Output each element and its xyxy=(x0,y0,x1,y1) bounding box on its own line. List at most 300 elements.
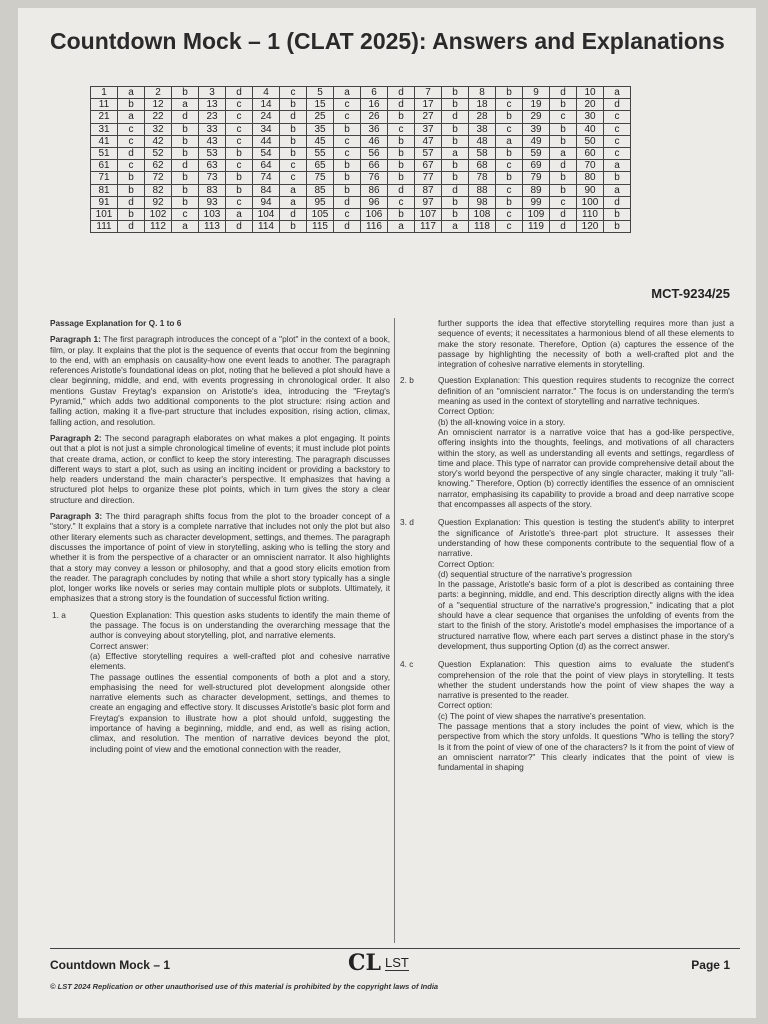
question-number-cell: 43 xyxy=(199,135,226,147)
question-number-cell: 44 xyxy=(253,135,280,147)
answer-letter-cell: d xyxy=(334,221,361,233)
answer-letter-cell: c xyxy=(550,196,577,208)
answer-letter-cell: b xyxy=(226,147,253,159)
brand-logo xyxy=(348,950,409,976)
answer-letter-cell: b xyxy=(496,147,523,159)
answer-letter-cell: b xyxy=(442,99,469,111)
paragraph-label: Paragraph 3: xyxy=(50,511,103,522)
question-number-cell: 80 xyxy=(577,172,604,184)
answer-letter-cell: d xyxy=(550,87,577,99)
question-number-cell: 92 xyxy=(145,196,172,208)
question-number-cell: 47 xyxy=(415,135,442,147)
question-number-cell: 66 xyxy=(361,160,388,172)
answer-letter-cell: c xyxy=(280,172,307,184)
answer-letter-cell: b xyxy=(604,221,631,233)
question-number-cell: 117 xyxy=(415,221,442,233)
answer-letter-cell: c xyxy=(388,123,415,135)
question-number-cell: 119 xyxy=(523,221,550,233)
question-number-cell: 72 xyxy=(145,172,172,184)
question-number-cell: 22 xyxy=(145,111,172,123)
answer-letter-cell: c xyxy=(604,135,631,147)
question-number-cell: 115 xyxy=(307,221,334,233)
answer-letter-cell: a xyxy=(334,87,361,99)
question-1 xyxy=(50,610,390,754)
answer-letter-cell: c xyxy=(604,123,631,135)
answer-letter-cell: b xyxy=(388,135,415,147)
answer-letter-cell: b xyxy=(496,172,523,184)
question-number: 1. a xyxy=(52,609,66,620)
question-number-cell: 42 xyxy=(145,135,172,147)
question-number-cell: 58 xyxy=(469,147,496,159)
answer-letter-cell: c xyxy=(334,147,361,159)
question-number-cell: 34 xyxy=(253,123,280,135)
question-number-cell: 54 xyxy=(253,147,280,159)
answer-key-row xyxy=(91,87,631,99)
question-number-cell: 39 xyxy=(523,123,550,135)
question-number-cell: 82 xyxy=(145,184,172,196)
answer-key-table xyxy=(90,86,631,233)
answer-letter-cell: b xyxy=(172,172,199,184)
answer-letter-cell: d xyxy=(280,111,307,123)
question-number-cell: 9 xyxy=(523,87,550,99)
answer-letter-cell: d xyxy=(118,221,145,233)
mock-code: MCT-9234/25 xyxy=(651,286,730,301)
paragraph-label: Paragraph 2: xyxy=(50,432,102,443)
answer-letter-cell: b xyxy=(172,87,199,99)
footer-title: Countdown Mock – 1 xyxy=(50,958,170,972)
question-number-cell: 114 xyxy=(253,221,280,233)
answer-letter-cell: c xyxy=(226,135,253,147)
answer-letter-cell: c xyxy=(496,184,523,196)
answer-letter-cell: b xyxy=(442,123,469,135)
question-number-cell: 69 xyxy=(523,160,550,172)
paragraph-text: The third paragraph shifts focus from the plot to the broader concept of a "story." It explains that a story is a complete narrative that includes not only the plot but also other literary elements such as character development, settings, and themes. The paragraph discusses the importance of point of view in storytelling, asking who is telling the story and whether it is from the perspective of a character or an omniscient narrator. It also highlights that a story may convey a lesson or philosophy, and that a good story elicits emotion from the reader. The paragraph concludes by noting that while a short story typically has a single plot, longer works like novels or series may contain multiple plots or subplots. Ultimately, it emphasizes that a strong story is the foundation of successful fiction writing. xyxy=(50,511,390,604)
question-number-cell: 62 xyxy=(145,160,172,172)
question-number-cell: 86 xyxy=(361,184,388,196)
question-number-cell: 13 xyxy=(199,99,226,111)
answer-letter-cell: c xyxy=(496,99,523,111)
answer-letter-cell: a xyxy=(172,99,199,111)
answer-letter-cell: c xyxy=(118,160,145,172)
question-number-cell: 37 xyxy=(415,123,442,135)
answer-letter-cell: b xyxy=(172,184,199,196)
question-number-cell: 35 xyxy=(307,123,334,135)
question-number-cell: 103 xyxy=(199,208,226,220)
question-number-cell: 56 xyxy=(361,147,388,159)
question-number-cell: 60 xyxy=(577,147,604,159)
answer-letter-cell: b xyxy=(550,99,577,111)
question-number-cell: 17 xyxy=(415,99,442,111)
page-title: Countdown Mock – 1 (CLAT 2025): Answers and Explanations xyxy=(50,28,725,54)
paragraph-1 xyxy=(50,334,390,427)
answer-letter-cell: c xyxy=(226,196,253,208)
answer-letter-cell: b xyxy=(280,99,307,111)
answer-key-row xyxy=(91,196,631,208)
question-number-cell: 46 xyxy=(361,135,388,147)
paragraph-3 xyxy=(50,511,390,604)
question-number-cell: 97 xyxy=(415,196,442,208)
answer-letter-cell: b xyxy=(334,172,361,184)
answer-letter-cell: a xyxy=(226,208,253,220)
answer-letter-cell: b xyxy=(550,123,577,135)
question-number-cell: 41 xyxy=(91,135,118,147)
question-number-cell: 25 xyxy=(307,111,334,123)
answer-explanation: The passage mentions that a story includes the point of view, which is the perspective from which the story unfolds. It questions "Who is telling the story? Is it from the point of view of one of the characters? Is it from the point of view of an omniscient narrator?" This clearly indicates that the point of view is fundamental in shaping xyxy=(438,720,734,773)
answer-letter-cell: c xyxy=(550,111,577,123)
answer-letter-cell: d xyxy=(550,208,577,220)
paragraph-text: The first paragraph introduces the concept of a "plot" in the context of a book, film, or play. It explains that the plot is the sequence of events that occur from the beginning to the end, with an emphasis on causality-how one event leads to another. The paragraph references Aristotle's foundational ideas on plot, noting that he believed a plot should have a clear beginning, middle, and end, with events progressing in chronological order. It also mentions Gustav Freytag's expansion on Aristotle's idea, introducing the "Freytag's Pyramid," which adds two additional components to the plot structure: rising action and falling action, making it a five-part structure that includes exposition, rising action, climax, falling action, and resolution. xyxy=(50,334,390,427)
correct-answer-label: Correct Option: xyxy=(438,558,495,569)
answer-letter-cell: a xyxy=(118,111,145,123)
answer-letter-cell: b xyxy=(280,147,307,159)
question-number-cell: 26 xyxy=(361,111,388,123)
correct-option: (c) The point of view shapes the narrative's presentation. xyxy=(438,710,647,721)
question-number-cell: 75 xyxy=(307,172,334,184)
question-number-cell: 49 xyxy=(523,135,550,147)
question-number-cell: 14 xyxy=(253,99,280,111)
question-number-cell: 105 xyxy=(307,208,334,220)
answer-letter-cell: c xyxy=(280,87,307,99)
answer-letter-cell: d xyxy=(604,99,631,111)
answer-letter-cell: b xyxy=(334,123,361,135)
logo-cl: CL xyxy=(348,950,381,976)
answer-letter-cell: b xyxy=(604,208,631,220)
question-number-cell: 3 xyxy=(199,87,226,99)
question-number-cell: 50 xyxy=(577,135,604,147)
question-number-cell: 68 xyxy=(469,160,496,172)
passage-heading: Passage Explanation for Q. 1 to 6 xyxy=(50,318,182,328)
answer-letter-cell: d xyxy=(226,221,253,233)
answer-letter-cell: a xyxy=(604,184,631,196)
question-number-cell: 15 xyxy=(307,99,334,111)
answer-letter-cell: c xyxy=(118,123,145,135)
question-number-cell: 20 xyxy=(577,99,604,111)
question-number-cell: 107 xyxy=(415,208,442,220)
answer-letter-cell: b xyxy=(442,208,469,220)
answer-letter-cell: d xyxy=(388,99,415,111)
question-number-cell: 93 xyxy=(199,196,226,208)
answer-letter-cell: a xyxy=(496,135,523,147)
answer-letter-cell: b xyxy=(226,172,253,184)
question-number-cell: 118 xyxy=(469,221,496,233)
question-number-cell: 59 xyxy=(523,147,550,159)
question-number-cell: 67 xyxy=(415,160,442,172)
answer-letter-cell: b xyxy=(118,208,145,220)
question-number-cell: 24 xyxy=(253,111,280,123)
answer-letter-cell: d xyxy=(442,111,469,123)
question-number-cell: 71 xyxy=(91,172,118,184)
answer-letter-cell: b xyxy=(550,172,577,184)
answer-letter-cell: c xyxy=(226,123,253,135)
column-divider xyxy=(394,318,395,943)
question-number-cell: 11 xyxy=(91,99,118,111)
answer-letter-cell: d xyxy=(334,196,361,208)
question-number-cell: 19 xyxy=(523,99,550,111)
answer-letter-cell: a xyxy=(604,160,631,172)
answer-letter-cell: c xyxy=(226,99,253,111)
answer-letter-cell: b xyxy=(442,196,469,208)
question-number: 2. b xyxy=(400,375,414,386)
answer-letter-cell: b xyxy=(280,221,307,233)
answer-letter-cell: d xyxy=(604,196,631,208)
answer-letter-cell: a xyxy=(604,87,631,99)
answer-letter-cell: c xyxy=(496,123,523,135)
answer-letter-cell: c xyxy=(172,208,199,220)
answer-letter-cell: c xyxy=(280,160,307,172)
answer-key-row xyxy=(91,160,631,172)
question-number-cell: 104 xyxy=(253,208,280,220)
question-number-cell: 96 xyxy=(361,196,388,208)
answer-letter-cell: d xyxy=(550,221,577,233)
answer-letter-cell: c xyxy=(388,196,415,208)
answer-letter-cell: b xyxy=(388,208,415,220)
answer-letter-cell: c xyxy=(496,208,523,220)
question-number-cell: 116 xyxy=(361,221,388,233)
answer-letter-cell: b xyxy=(172,135,199,147)
question-number-cell: 87 xyxy=(415,184,442,196)
question-3 xyxy=(398,517,734,651)
answer-letter-cell: a xyxy=(388,221,415,233)
answer-letter-cell: d xyxy=(118,147,145,159)
question-number: 3. d xyxy=(400,517,414,528)
question-explanation: Question Explanation: This question aims to evaluate the student's comprehension of the role that the point of view plays in storytelling. It tests whether the student understands how the point of view shapes the way a narrative is presented to the reader. xyxy=(438,659,734,701)
copyright-notice: © LST 2024 Replication or other unauthorised use of this material is prohibited by the copyright laws of India xyxy=(50,982,439,991)
question-number-cell: 32 xyxy=(145,123,172,135)
answer-letter-cell: b xyxy=(118,184,145,196)
answer-letter-cell: b xyxy=(388,147,415,159)
question-number-cell: 7 xyxy=(415,87,442,99)
answer-letter-cell: d xyxy=(226,87,253,99)
question-number-cell: 65 xyxy=(307,160,334,172)
answer-letter-cell: b xyxy=(604,172,631,184)
question-explanation: Question Explanation: This question asks students to identify the main theme of the passage. The focus is on understanding the overarching message that the author is conveying about storytelling, plot, and narrative elements. xyxy=(90,609,390,641)
answer-letter-cell: c xyxy=(226,111,253,123)
question-number-cell: 12 xyxy=(145,99,172,111)
question-number-cell: 27 xyxy=(415,111,442,123)
paragraph-label: Paragraph 1: xyxy=(50,334,101,345)
answer-letter-cell: d xyxy=(280,208,307,220)
answer-key-row xyxy=(91,172,631,184)
question-number-cell: 10 xyxy=(577,87,604,99)
answer-letter-cell: b xyxy=(280,135,307,147)
question-number-cell: 4 xyxy=(253,87,280,99)
answer-letter-cell: c xyxy=(334,99,361,111)
answer-letter-cell: d xyxy=(118,196,145,208)
answer-key-row xyxy=(91,123,631,135)
question-number-cell: 40 xyxy=(577,123,604,135)
question-number-cell: 70 xyxy=(577,160,604,172)
question-number-cell: 77 xyxy=(415,172,442,184)
question-number-cell: 36 xyxy=(361,123,388,135)
paragraph-text: The second paragraph elaborates on what makes a plot engaging. It points out that a plot is not just a simple chronological timeline of events; it must include plot points that create drama, action, or conflict to keep the story interesting. The paragraph discusses different ways to start a plot, such as using an inciting incident or providing a backstory to help readers understand the main character's perspective. It emphasizes that having a structured plot helps to organize these plot points, which in turn gives the story a clear structure and direction. xyxy=(50,432,390,505)
question-number-cell: 31 xyxy=(91,123,118,135)
answer-explanation: An omniscient narrator is a narrative voice that has a god-like perspective, offering insights into the thoughts, feelings, and motivations of all characters within the story, as well as understanding all events and settings, regardless of time and place. This type of narrator can provide comprehensive detail about the story's world beyond the perspective of any single character, making it truly "all-knowing." Therefore, Option (b) correctly identifies the essence of an omniscient narrator, emphasising its capability to provide a broad and deep narrative scope that encompasses all aspects of the story. xyxy=(438,426,734,510)
answer-letter-cell: b xyxy=(496,196,523,208)
page-number: Page 1 xyxy=(691,958,730,972)
answer-letter-cell: b xyxy=(118,172,145,184)
answer-letter-cell: c xyxy=(604,111,631,123)
question-number-cell: 91 xyxy=(91,196,118,208)
answer-letter-cell: b xyxy=(442,160,469,172)
question-2 xyxy=(398,375,734,509)
continued-text: further supports the idea that effective storytelling requires more than just a sequence of events; it necessitates a harmonious blend of all these elements to make the story resonate. Therefore, Option (a) captures the essence of the passage by highlighting the necessity of both a well-crafted plot and the integration of cohesive narrative elements in storytelling. xyxy=(438,318,734,370)
answer-letter-cell: b xyxy=(172,123,199,135)
question-number-cell: 109 xyxy=(523,208,550,220)
answer-letter-cell: b xyxy=(442,172,469,184)
answer-letter-cell: c xyxy=(226,160,253,172)
answer-letter-cell: a xyxy=(442,221,469,233)
question-number-cell: 21 xyxy=(91,111,118,123)
answer-letter-cell: b xyxy=(118,99,145,111)
question-number-cell: 95 xyxy=(307,196,334,208)
question-number-cell: 94 xyxy=(253,196,280,208)
question-number-cell: 106 xyxy=(361,208,388,220)
left-column xyxy=(50,318,390,762)
answer-letter-cell: b xyxy=(550,135,577,147)
answer-key-row xyxy=(91,184,631,196)
question-number-cell: 74 xyxy=(253,172,280,184)
question-number-cell: 89 xyxy=(523,184,550,196)
answer-letter-cell: c xyxy=(496,160,523,172)
correct-answer-label: Correct Option: xyxy=(438,406,495,417)
question-number-cell: 83 xyxy=(199,184,226,196)
question-number-cell: 38 xyxy=(469,123,496,135)
paragraph-2 xyxy=(50,433,390,505)
answer-letter-cell: b xyxy=(334,184,361,196)
question-number-cell: 110 xyxy=(577,208,604,220)
question-number-cell: 100 xyxy=(577,196,604,208)
document-page xyxy=(18,8,756,1018)
question-number-cell: 84 xyxy=(253,184,280,196)
answer-letter-cell: a xyxy=(118,87,145,99)
question-number-cell: 2 xyxy=(145,87,172,99)
question-number-cell: 78 xyxy=(469,172,496,184)
question-number-cell: 76 xyxy=(361,172,388,184)
question-number-cell: 101 xyxy=(91,208,118,220)
question-number-cell: 102 xyxy=(145,208,172,220)
question-number-cell: 16 xyxy=(361,99,388,111)
answer-key-row xyxy=(91,111,631,123)
answer-letter-cell: d xyxy=(388,87,415,99)
question-explanation: Question Explanation: This question is testing the student's ability to interpret the significance of Aristotle's three-part plot structure. It assesses their understanding of how these components contribute to the sequential flow of a narrative. xyxy=(438,517,734,559)
question-number-cell: 48 xyxy=(469,135,496,147)
question-number-cell: 98 xyxy=(469,196,496,208)
answer-key-row xyxy=(91,147,631,159)
answer-letter-cell: c xyxy=(604,147,631,159)
answer-key-row xyxy=(91,208,631,220)
correct-option: (d) sequential structure of the narrative's progression xyxy=(438,568,632,579)
question-explanation: Question Explanation: This question requires students to recognize the correct definition of an "omniscient narrator." The focus is on understanding the term's meaning as used in the context of storytelling and narrative techniques. xyxy=(438,375,734,407)
answer-letter-cell: b xyxy=(280,123,307,135)
answer-letter-cell: d xyxy=(442,184,469,196)
answer-letter-cell: b xyxy=(496,111,523,123)
answer-letter-cell: a xyxy=(280,196,307,208)
logo-lst: LST xyxy=(384,955,409,970)
question-4 xyxy=(398,659,734,772)
question-number-cell: 51 xyxy=(91,147,118,159)
answer-letter-cell: a xyxy=(280,184,307,196)
answer-letter-cell: b xyxy=(442,135,469,147)
answer-letter-cell: a xyxy=(550,147,577,159)
question-number-cell: 28 xyxy=(469,111,496,123)
answer-letter-cell: d xyxy=(550,160,577,172)
footer-rule xyxy=(50,948,740,949)
correct-option: (a) Effective storytelling requires a well-crafted plot and cohesive narrative elements. xyxy=(90,650,390,672)
answer-letter-cell: b xyxy=(496,87,523,99)
answer-letter-cell: a xyxy=(442,147,469,159)
answer-letter-cell: c xyxy=(118,135,145,147)
question-number-cell: 30 xyxy=(577,111,604,123)
correct-answer-label: Correct answer: xyxy=(90,640,149,651)
answer-key-row xyxy=(91,135,631,147)
question-number-cell: 45 xyxy=(307,135,334,147)
question-number-cell: 79 xyxy=(523,172,550,184)
question-number-cell: 63 xyxy=(199,160,226,172)
answer-letter-cell: b xyxy=(334,160,361,172)
answer-letter-cell: b xyxy=(172,196,199,208)
question-number-cell: 108 xyxy=(469,208,496,220)
question-number-cell: 85 xyxy=(307,184,334,196)
answer-letter-cell: b xyxy=(172,147,199,159)
question-number-cell: 88 xyxy=(469,184,496,196)
answer-letter-cell: c xyxy=(334,111,361,123)
correct-option: (b) the all-knowing voice in a story. xyxy=(438,416,566,427)
question-number-cell: 1 xyxy=(91,87,118,99)
question-number-cell: 73 xyxy=(199,172,226,184)
question-number-cell: 5 xyxy=(307,87,334,99)
question-number-cell: 90 xyxy=(577,184,604,196)
question-number: 4. c xyxy=(400,659,414,670)
answer-letter-cell: a xyxy=(172,221,199,233)
question-number-cell: 111 xyxy=(91,221,118,233)
answer-explanation: In the passage, Aristotle's basic form of a plot is described as containing three parts: a beginning, middle, and end. This description directly aligns with the idea of a "sequential structure of the narrative's progression," indicating that a plot should have a clear sequence that organises the unfolding of events from the start to the finish of the story. Aristotle's model emphasises the importance of a structured narrative flow, where each part serves a distinct phase in the story's development, thus supporting Option (d) as the correct answer. xyxy=(438,579,734,651)
question-number-cell: 57 xyxy=(415,147,442,159)
answer-letter-cell: d xyxy=(172,111,199,123)
question-number-cell: 6 xyxy=(361,87,388,99)
answer-letter-cell: b xyxy=(388,160,415,172)
question-number-cell: 52 xyxy=(145,147,172,159)
question-number-cell: 8 xyxy=(469,87,496,99)
answer-letter-cell: b xyxy=(388,172,415,184)
question-number-cell: 18 xyxy=(469,99,496,111)
answer-letter-cell: d xyxy=(388,184,415,196)
answer-letter-cell: c xyxy=(496,221,523,233)
question-number-cell: 61 xyxy=(91,160,118,172)
answer-letter-cell: b xyxy=(442,87,469,99)
answer-letter-cell: d xyxy=(172,160,199,172)
answer-letter-cell: c xyxy=(334,208,361,220)
answer-key-row xyxy=(91,221,631,233)
question-number-cell: 23 xyxy=(199,111,226,123)
question-number-cell: 99 xyxy=(523,196,550,208)
answer-explanation: The passage outlines the essential components of both a plot and a story, emphasising the need for well-structured plot development alongside other narrative elements such as character development, settings, and themes to create an engaging and effective story. It discusses Aristotle's basic plot form and Freytag's expansion to illustrate how a plot should unfold, suggesting the importance of having a beginning, middle, and end, as well as rising action, climax, and resolution. The mention of narrative devices beyond the plot, including point of view and the emotional connection with the reader, xyxy=(90,671,390,754)
question-number-cell: 112 xyxy=(145,221,172,233)
question-number-cell: 120 xyxy=(577,221,604,233)
question-number-cell: 81 xyxy=(91,184,118,196)
answer-letter-cell: c xyxy=(334,135,361,147)
answer-letter-cell: b xyxy=(226,184,253,196)
question-number-cell: 53 xyxy=(199,147,226,159)
answer-letter-cell: b xyxy=(550,184,577,196)
question-number-cell: 113 xyxy=(199,221,226,233)
question-number-cell: 64 xyxy=(253,160,280,172)
question-number-cell: 33 xyxy=(199,123,226,135)
question-number-cell: 55 xyxy=(307,147,334,159)
answer-letter-cell: b xyxy=(388,111,415,123)
correct-answer-label: Correct option: xyxy=(438,700,493,711)
answer-key-row xyxy=(91,99,631,111)
question-number-cell: 29 xyxy=(523,111,550,123)
